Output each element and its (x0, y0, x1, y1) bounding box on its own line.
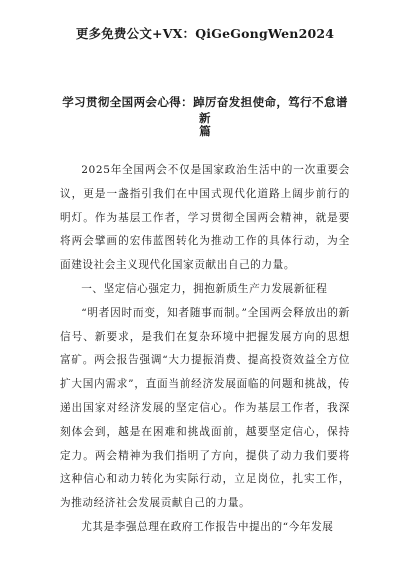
body-paragraph: 尤其是李强总理在政府工作报告中提出的“今年发展 (81, 520, 334, 533)
document-header: 更多免费公文+VX：QiGeGongWen2024 (75, 26, 335, 41)
document-body (60, 159, 350, 540)
section-heading: 一、坚定信心强定力，拥抱新质生产力发展新征程 (81, 282, 328, 295)
body-paragraph: “明者因时而变，知者随事而制。”全国两会释放出的新信号、新要求，是我们在复杂环境中把握发展方向的思想富矿。两会报告强调“大力提振消费、提高投资效益全方位扩大国内需求”，直面当前经济发展面临的问题和挑战，传递出国家对经济发展的坚定信心。作为基层工作者，我深刻体会到，越是在困难和挑战面前，越要坚定信心，保持定力。两会精神为我们指明了方向，提供了动力我们要将这种信心和动力转化为实际行动，立足岗位，扎实工作，为推动经济社会发展贡献自己的力量。 (60, 306, 350, 510)
document-title: 学习贯彻全国两会心得：踔厉奋发担使命，笃行不怠谱新 (62, 95, 348, 125)
body-paragraph: 2025年全国两会不仅是国家政治生活中的一次重要会议，更是一盏指引我们在中国式现代化道路上阔步前行的明灯。作为基层工作者，学习贯彻全国两会精神，就是要将两会擘画的宏伟蓝图转化为推动工作的具体行动，为全面建设社会主义现代化国家贡献出自己的力量。 (60, 164, 350, 272)
document-title-continuation: 篇 (199, 124, 211, 138)
